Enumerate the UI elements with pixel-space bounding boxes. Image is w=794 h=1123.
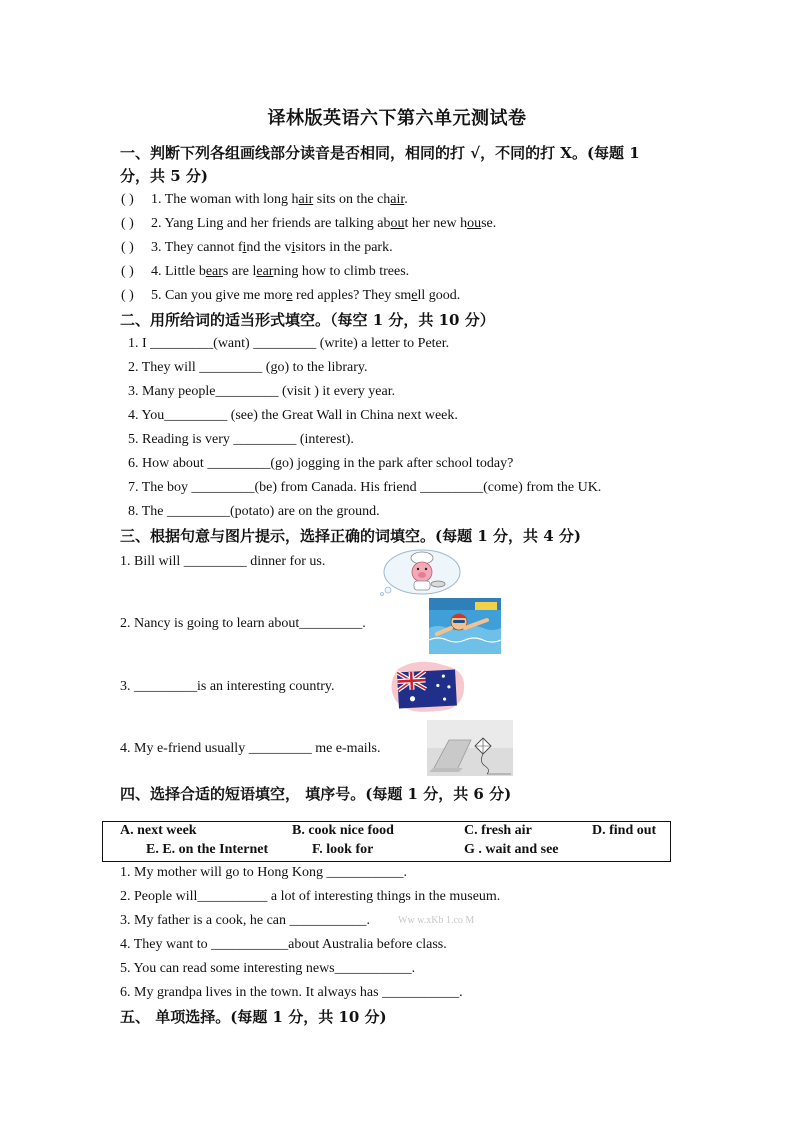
section2-item-2: 2. They will _________ (go) to the library.: [128, 360, 368, 375]
section2-item-3: 3. Many people_________ (visit ) it every year.: [128, 384, 396, 399]
section2-item-7: 7. The boy _________(be) from Canada. His friend _________(come) from the UK.: [128, 480, 602, 495]
section3-item-2: 2. Nancy is going to learn about_________.: [120, 616, 366, 631]
page-title: 译林版英语六下第六单元测试卷: [267, 108, 527, 129]
section1-item-4: ( ) 4. Little bears are learning how to climb trees.: [121, 264, 410, 279]
section4-item-2: 2. People will__________ a lot of interesting things in the museum.: [120, 889, 501, 904]
section3-item-1: 1. Bill will _________ dinner for us.: [120, 554, 326, 569]
section1-heading-line2: 分，共 5 分): [120, 167, 208, 185]
section1-item-3: ( ) 3. They cannot find the visitors in the park.: [121, 240, 393, 255]
option-d: D. find out: [592, 823, 657, 838]
section1-heading-line1: 一、判断下列各组画线部分读音是否相同，相同的打 √，不同的打 X。(每题 1: [120, 144, 640, 162]
section2-item-4: 4. You_________ (see) the Great Wall in China next week.: [128, 408, 458, 423]
section3-item-3: 3. _________is an interesting country.: [120, 679, 335, 694]
swimming-boy-image: [429, 598, 501, 654]
australia-flag-image: [388, 659, 468, 715]
section1-item-2: ( ) 2. Yang Ling and her friends are talking about her new house.: [121, 216, 497, 231]
option-c: C. fresh air: [464, 823, 532, 838]
watermark-text: Ww w.xKb 1.co M: [398, 915, 475, 926]
section2-item-8: 8. The _________(potato) are on the ground.: [128, 504, 380, 519]
section2-item-6: 6. How about _________(go) jogging in the park after school today?: [128, 456, 514, 471]
section2-item-5: 5. Reading is very _________ (interest).: [128, 432, 354, 447]
section1-item-5: ( ) 5. Can you give me more red apples? They smell good.: [121, 288, 461, 303]
section1-item-1: ( ) 1. The woman with long hair sits on the chair.: [121, 192, 408, 207]
section4-heading: 四、选择合适的短语填空， 填序号。(每题 1 分，共 6 分): [120, 785, 512, 803]
section4-item-1: 1. My mother will go to Hong Kong ___________.: [120, 865, 407, 880]
section4-item-5: 5. You can read some interesting news___________.: [120, 961, 416, 976]
option-b: B. cook nice food: [292, 823, 394, 838]
section2-heading: 二、用所给词的适当形式填空。（每空 1 分，共 10 分）: [120, 311, 495, 329]
section4-item-4: 4. They want to ___________about Australia before class.: [120, 937, 447, 952]
option-g: G . wait and see: [464, 842, 559, 857]
section3-heading: 三、根据句意与图片提示，选择正确的词填空。(每题 1 分，共 4 分): [120, 527, 581, 545]
option-f: F. look for: [312, 842, 374, 857]
section4-item-3: 3. My father is a cook, he can ___________.: [120, 913, 370, 928]
section2-item-1: 1. I _________(want) _________ (write) a letter to Peter.: [128, 336, 450, 351]
option-e: E. E. on the Internet: [146, 842, 269, 857]
section5-heading: 五、 单项选择。(每题 1 分，共 10 分): [120, 1008, 387, 1026]
section3-item-4: 4. My e-friend usually _________ me e-mails.: [120, 741, 381, 756]
option-a: A. next week: [120, 823, 197, 838]
chef-pig-image: [378, 546, 462, 596]
section4-item-6: 6. My grandpa lives in the town. It always has ___________.: [120, 985, 463, 1000]
laptop-kite-image: [427, 720, 513, 776]
